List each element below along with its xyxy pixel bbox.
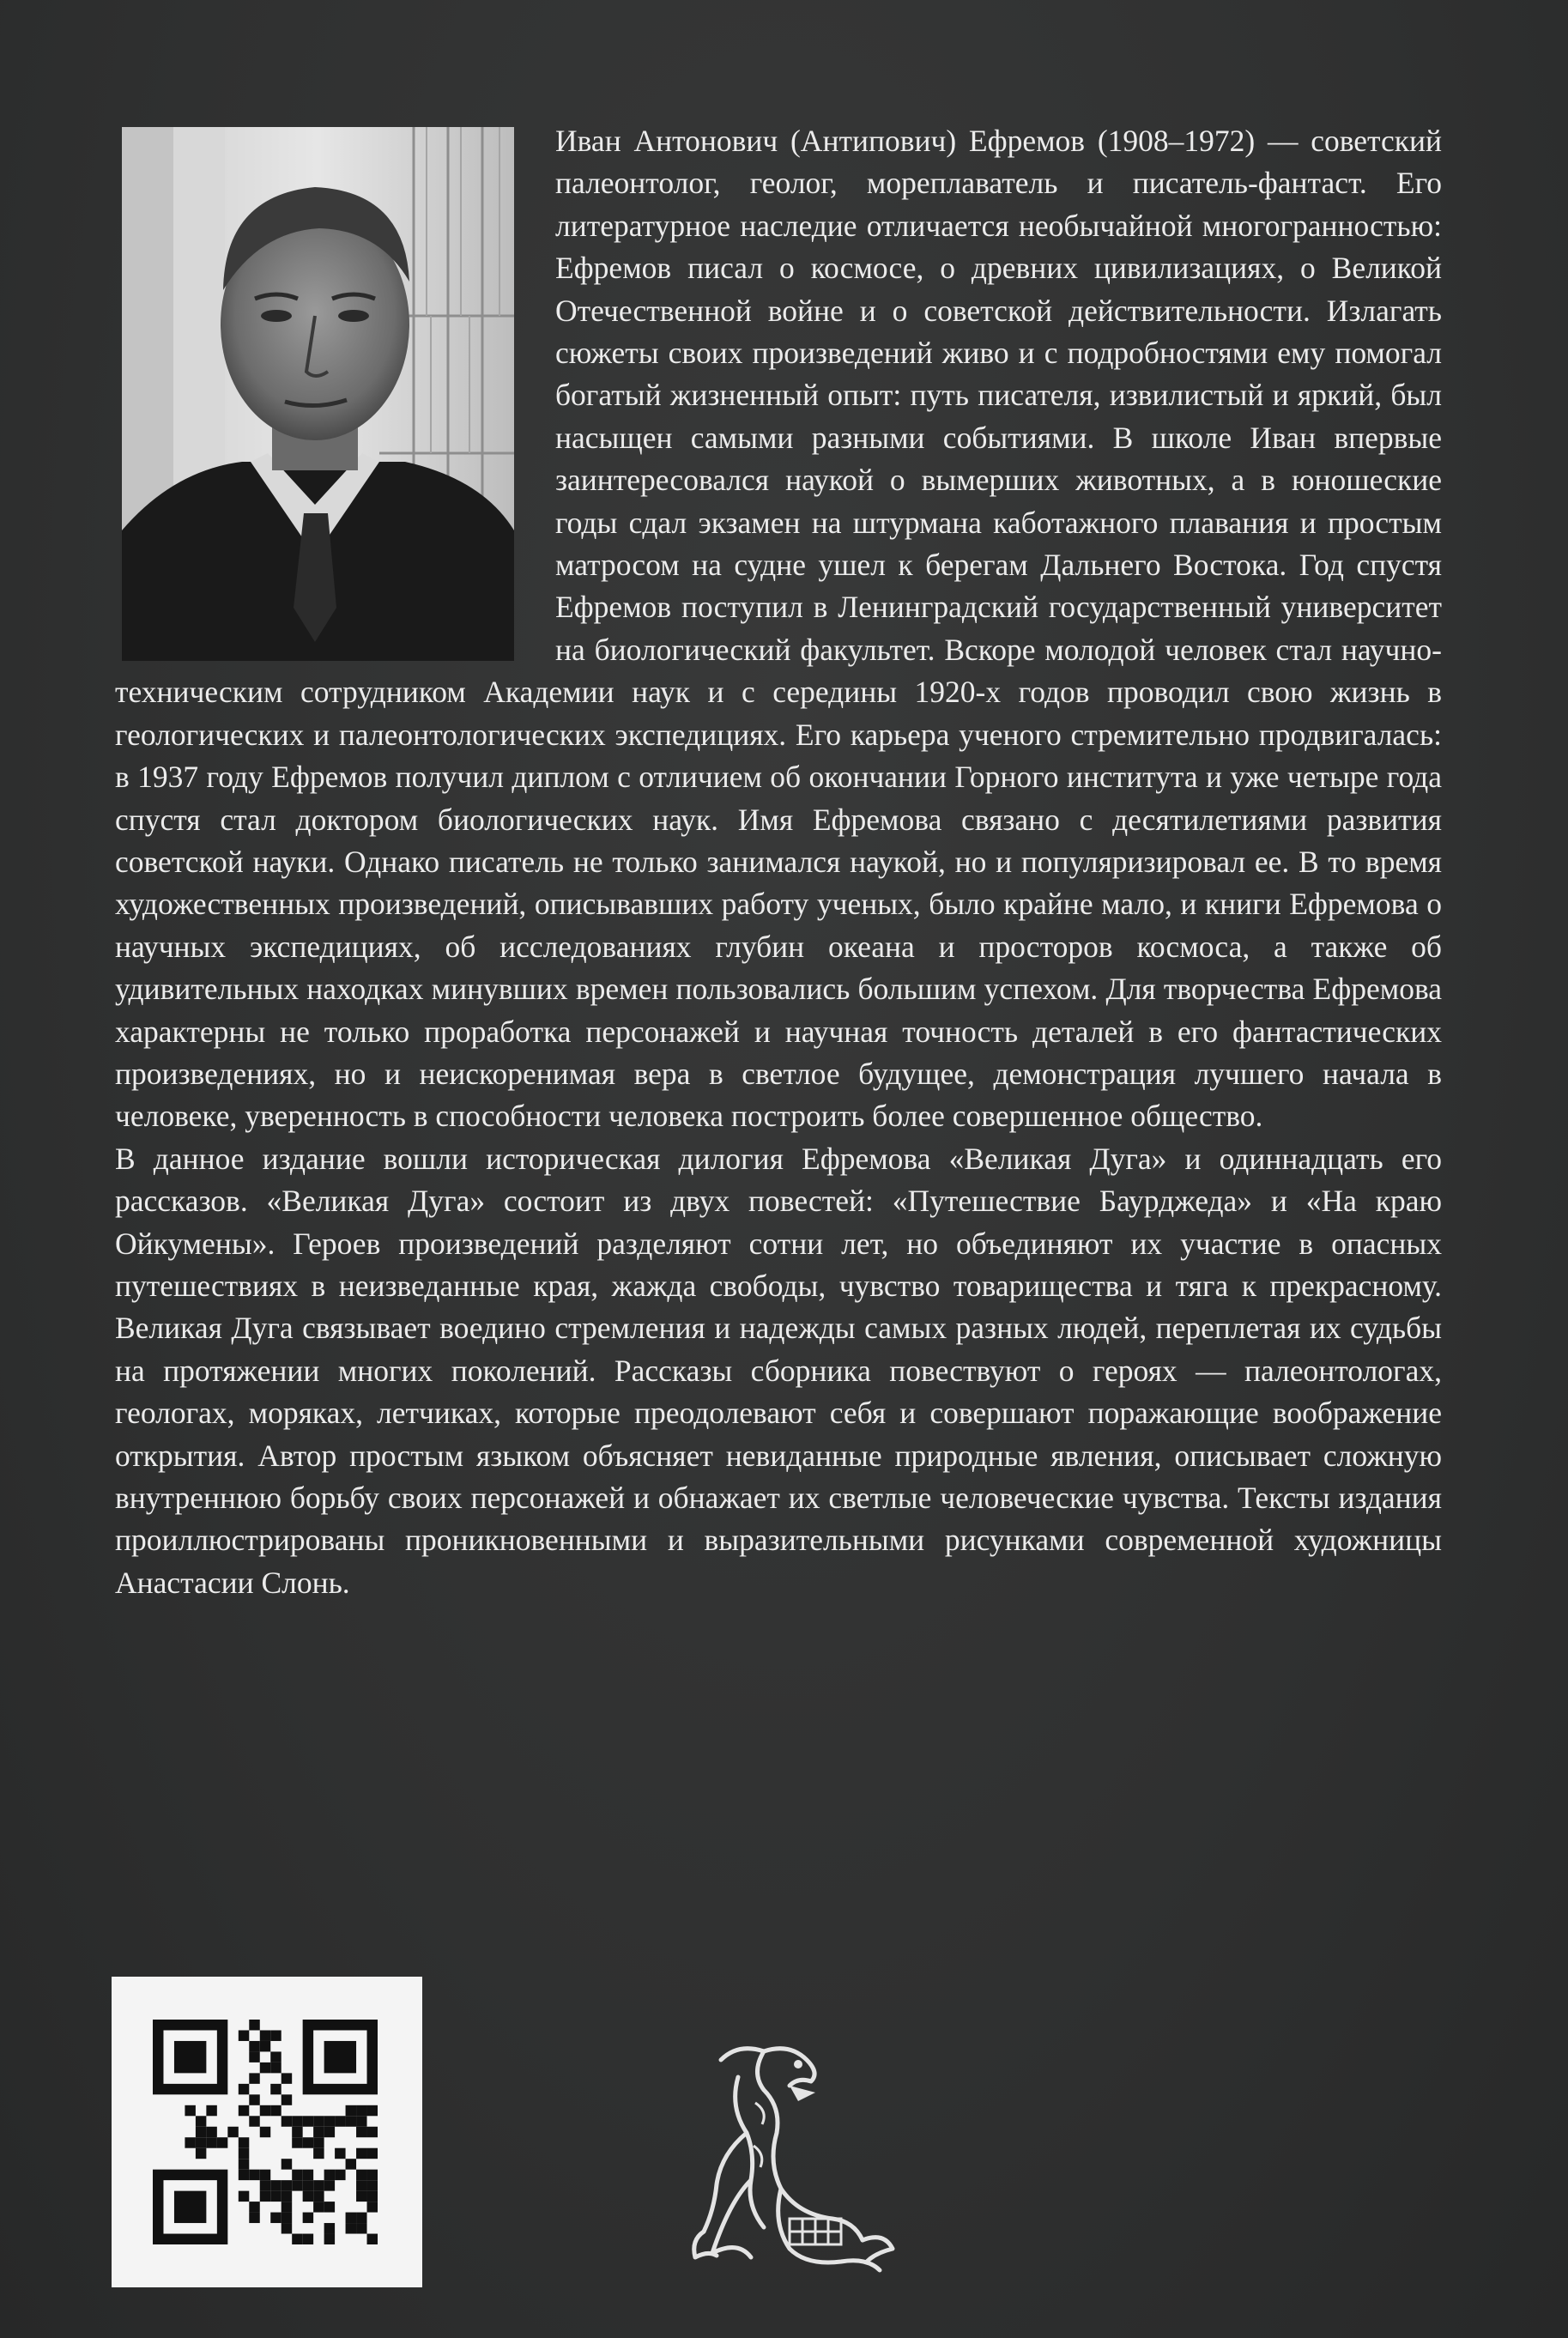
description-paragraph-1: Иван Антонович (Антипович) Ефремов (1908–1972) — советский палеонтолог, геолог, мореплаватель и писатель-фантаст. Его литературное наследие отличается необычайной многогранностью: Ефремов писал о космосе, о древних цивилизациях, о Великой Отечественной войне и о советской действительности. Излагать сюжеты своих произведений живо и с подробностями ему помогал богатый жизненный опыт: путь писателя, извилистый и яркий, был насыщен самыми разными событиями. В школе Иван впервые заинтересовался наукой о вымерших животных, а в юношеские годы сдал экзамен на штурмана каботажного плавания и простым матросом на судне ушел к берегам Дальнего Востока. Год спустя Ефремов поступил в Ленинградский государственный университет на биологический факультет. Вскоре молодой человек стал научно-техническим сотрудником Академии наук и с середины 1920-х годов проводил свою жизнь в геологических и палеонтологических экспедициях. Его карьера ученого стремительно продвигалась: в 1937 году Ефремов получил диплом с отличием об окончании Горного института и уже четыре года спустя стал доктором биологических наук. Имя Ефремова связано с десятилетиями развития советской науки. Однако писатель не только занимался наукой, но и популяризировал ее. В то время художественных произведений, описывавших работу ученых, было крайне мало, и книги Ефремова о научных экспедициях, об исследованиях глубин океана и просторов космоса, а также об удивительных находках минувших времен пользовались большим успехом. Для творчества Ефремова характерны не только проработка персонажей и научная точность деталей в его фантастических произведениях, но и неискоренимая вера в светлое будущее, демонстрация лучшего начала в человеке, уверенность в способности человека построить более совершенное общество. xyxy=(115,124,1442,1134)
description-paragraph-2: В данное издание вошли историческая дилогия Ефремова «Великая Дуга» и одиннадцать его рассказов. «Великая Дуга» состоит из двух повестей: «Путешествие Баурджеда» и «На краю Ойкумены». Героев произведений разделяют сотни лет, но объединяют их участие в опасных путешествиях в неизведанные края, жажда свободы, чувство товарищества и тяга к прекрасному. Великая Дуга связывает воедино стремления и надежды самых разных людей, переплетая их судьбы на протяжении многих поколений. Рассказы сборника повествуют о героях — палеонтологах, геологах, моряках, летчиках, которые преодолевают себя и совершают поражающие воображение открытия. Автор простым языком объясняет невиданные природные явления, описывает сложную внутреннюю борьбу своих персонажей и обнажает их светлые человеческие чувства. Тексты издания проиллюстрированы проникновенными и выразительными рисунками современной художницы Анастасии Слонь. xyxy=(115,1141,1442,1600)
author-portrait-photo xyxy=(122,127,514,661)
portrait-illustration xyxy=(122,127,514,661)
qr-code-icon xyxy=(153,2020,378,2244)
description-text xyxy=(115,120,1442,1604)
qr-code[interactable] xyxy=(112,1977,422,2287)
dragon-logo-icon xyxy=(669,2026,901,2283)
